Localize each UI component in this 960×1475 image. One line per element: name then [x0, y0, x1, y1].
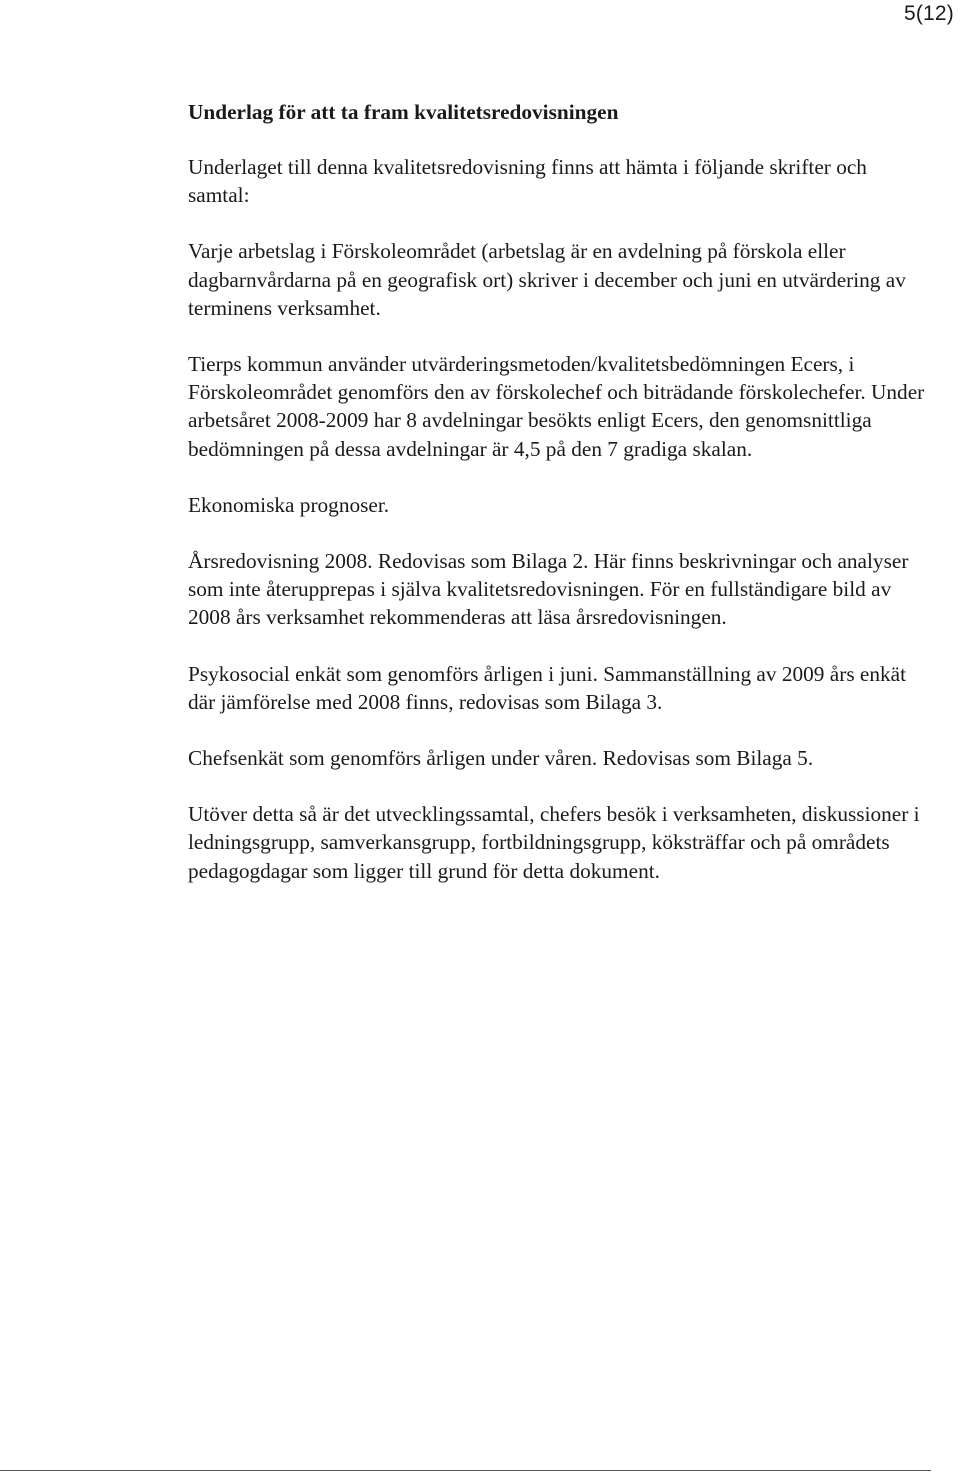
paragraph-arbetslag: Varje arbetslag i Förskoleområdet (arbetslag är en avdelning på förskola eller dagbarnvårdarna på en geografisk ort) skriver i december och juni en utvärdering av terminens verksamhet. [188, 239, 906, 320]
document-body [188, 98, 928, 913]
paragraph-chefsenkat: Chefsenkät som genomförs årligen under våren. Redovisas som Bilaga 5. [188, 746, 814, 771]
paragraph-psykosocial-enkat: Psykosocial enkät som genomförs årligen i juni. Sammanställning av 2009 års enkät där jämförelse med 2008 finns, redovisas som Bilaga 3. [188, 661, 907, 714]
section-heading: Underlag för att ta fram kvalitetsredovisningen [188, 100, 619, 124]
paragraph-arsredovisning: Årsredovisning 2008. Redovisas som Bilaga 2. Här finns beskrivningar och analyser som inte återupprepas i själva kvalitetsredovisningen. För en fullständigare bild av 2008 års verksamhet rekommenderas att läsa årsredovisningen. [188, 549, 909, 630]
footer-rule [0, 1470, 931, 1471]
paragraph-ekonomiska-prognoser: Ekonomiska prognoser. [188, 492, 390, 517]
paragraph-utover: Utöver detta så är det utvecklingssamtal, chefers besök i verksamheten, diskussioner i ledningsgrupp, samverkansgrupp, fortbildningsgrupp, köksträffar och på områdets pedagogdagar som ligger till grund för detta dokument. [188, 802, 920, 883]
paragraph-ecers: Tierps kommun använder utvärderingsmetoden/kvalitetsbedömningen Ecers, i Förskoleområdet genomförs den av förskolechef och biträdande förskolechefer. Under arbetsåret 2008-2009 har 8 avdelningar besökts enligt Ecers, den genomsnittliga bedömningen på dessa avdelningar är 4,5 på den 7 gradiga skalan. [188, 352, 925, 461]
page-number: 5(12) [903, 2, 954, 25]
paragraph-intro: Underlaget till denna kvalitetsredovisning finns att hämta i följande skrifter och samtal: [188, 155, 867, 208]
